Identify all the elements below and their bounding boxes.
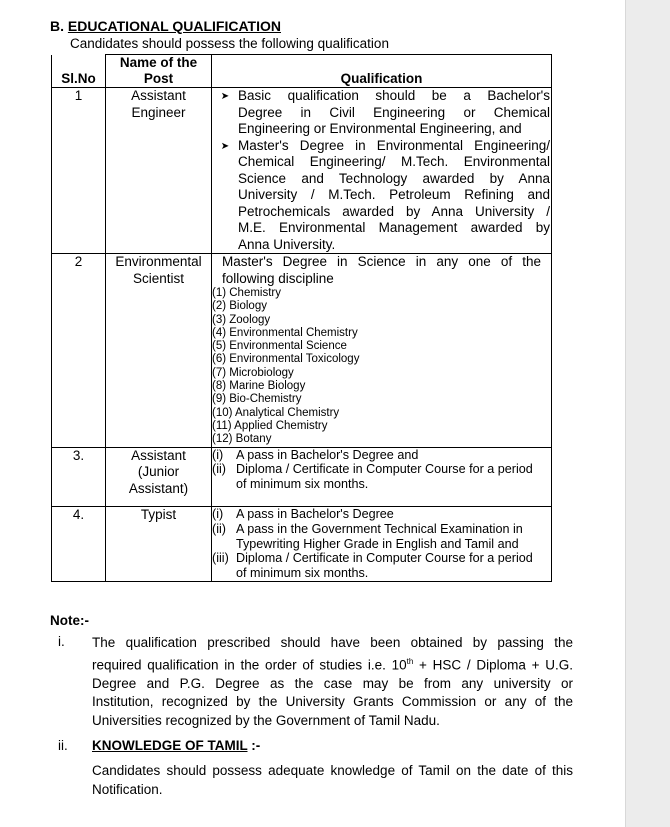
list-item: (10) Analytical Chemistry bbox=[212, 406, 340, 419]
row-slno: 2 bbox=[52, 254, 106, 448]
scrollbar-track[interactable] bbox=[625, 0, 670, 827]
note-item-number: i. bbox=[58, 634, 65, 649]
header-post-name: Name of the Post bbox=[106, 55, 212, 88]
knowledge-text: Candidates should possess adequate knowledge of Tamil on the date of this Notification. bbox=[92, 763, 573, 797]
list-item: (11) Applied Chemistry bbox=[212, 419, 328, 432]
row-slno: 4. bbox=[52, 506, 106, 581]
table-row bbox=[52, 506, 552, 581]
list-item: (6) Environmental Toxicology bbox=[212, 353, 360, 366]
row-qualification: Master's Degree in Science in any one of the following discipline (1) Chemistry (2) Biology (3) Zoology (4) Environmental Chemistry (5) Environmental Science (6) Environmental Toxicology (7) Microbiology (8) Marine Biology (9) Bio-Chemistry (10) Analytical Chemistry (11) Applied Chemistry (12) Botany bbox=[212, 254, 552, 448]
list-item: (2) Biology bbox=[212, 300, 267, 313]
section-title-text: EDUCATIONAL QUALIFICATION bbox=[67, 18, 281, 34]
table-header-row bbox=[52, 55, 552, 88]
row-post-name: Environmental Scientist bbox=[106, 254, 212, 448]
list-item: (ii) A pass in the Government Technical Examination in Typewriting Higher Grade in English and Tamil and bbox=[212, 521, 523, 551]
row-qualification bbox=[212, 447, 552, 506]
note-item-text: The qualification prescribed should have been obtained by passing the required qualification in the order of studies i.e. 10th + HSC / Diploma + U.G. Degree and P.G. Degree as the case may be from any university or Institution, recognized by the University Grants Commission or any of the Universities recognized by the Government of Tamil Nadu. bbox=[92, 635, 573, 728]
note-item-number: ii. bbox=[58, 738, 68, 753]
row-qualification bbox=[212, 88, 552, 254]
row-post-name: Typist bbox=[106, 506, 212, 581]
list-item: (4) Environmental Chemistry bbox=[212, 326, 358, 339]
note-heading: Note:- bbox=[50, 613, 89, 628]
header-slno: Sl.No bbox=[52, 55, 106, 88]
table-row bbox=[52, 447, 552, 506]
table-row bbox=[52, 88, 552, 254]
row-post-name: Assistant Engineer bbox=[106, 88, 212, 254]
discipline-list bbox=[212, 287, 551, 447]
list-item: (9) Bio-Chemistry bbox=[212, 393, 302, 406]
qualification-table bbox=[51, 54, 552, 582]
arrow-bullet-icon: ➤ bbox=[220, 91, 230, 102]
row-post-name: Assistant (Junior Assistant) bbox=[106, 447, 212, 506]
list-item: (8) Marine Biology bbox=[212, 380, 306, 393]
row-slno: 3. bbox=[52, 447, 106, 506]
table-row bbox=[52, 254, 552, 448]
bullet-item: ➤ Master's Degree in Environmental Engineering/ Chemical Engineering/ M.Tech. Environmental Science and Technology awarded by Anna University / M.Tech. Petroleum Refining and Petrochemicals awarded by Anna University / M.E. Environmental Management awarded by Anna University. bbox=[212, 138, 551, 254]
list-item: (ii) Diploma / Certificate in Computer Course for a period of minimum six months. bbox=[212, 462, 533, 492]
list-item: (iii) Diploma / Certificate in Computer Course for a period of minimum six months. bbox=[212, 551, 533, 581]
row-qualification bbox=[212, 506, 552, 581]
row-slno: 1 bbox=[52, 88, 106, 254]
header-qualification: Qualification bbox=[212, 55, 552, 88]
bullet-item: ➤ Basic qualification should be a Bachelor's Degree in Civil Engineering or Chemical Engineering or Environmental Engineering, and bbox=[212, 88, 551, 138]
list-item: (i) A pass in Bachelor's Degree bbox=[212, 506, 394, 521]
list-item: (5) Environmental Science bbox=[212, 340, 347, 353]
knowledge-heading: KNOWLEDGE OF TAMIL :- bbox=[92, 738, 261, 753]
list-item: (12) Botany bbox=[212, 433, 272, 446]
list-item: (3) Zoology bbox=[212, 313, 271, 326]
section-intro: Candidates should possess the following qualification bbox=[70, 36, 389, 51]
list-item: (7) Microbiology bbox=[212, 366, 294, 379]
arrow-bullet-icon: ➤ bbox=[220, 140, 230, 152]
list-item: (1) Chemistry bbox=[212, 287, 282, 299]
list-item: (i) A pass in Bachelor's Degree and bbox=[212, 447, 419, 462]
section-title: B. EDUCATIONAL QUALIFICATION bbox=[50, 18, 281, 34]
